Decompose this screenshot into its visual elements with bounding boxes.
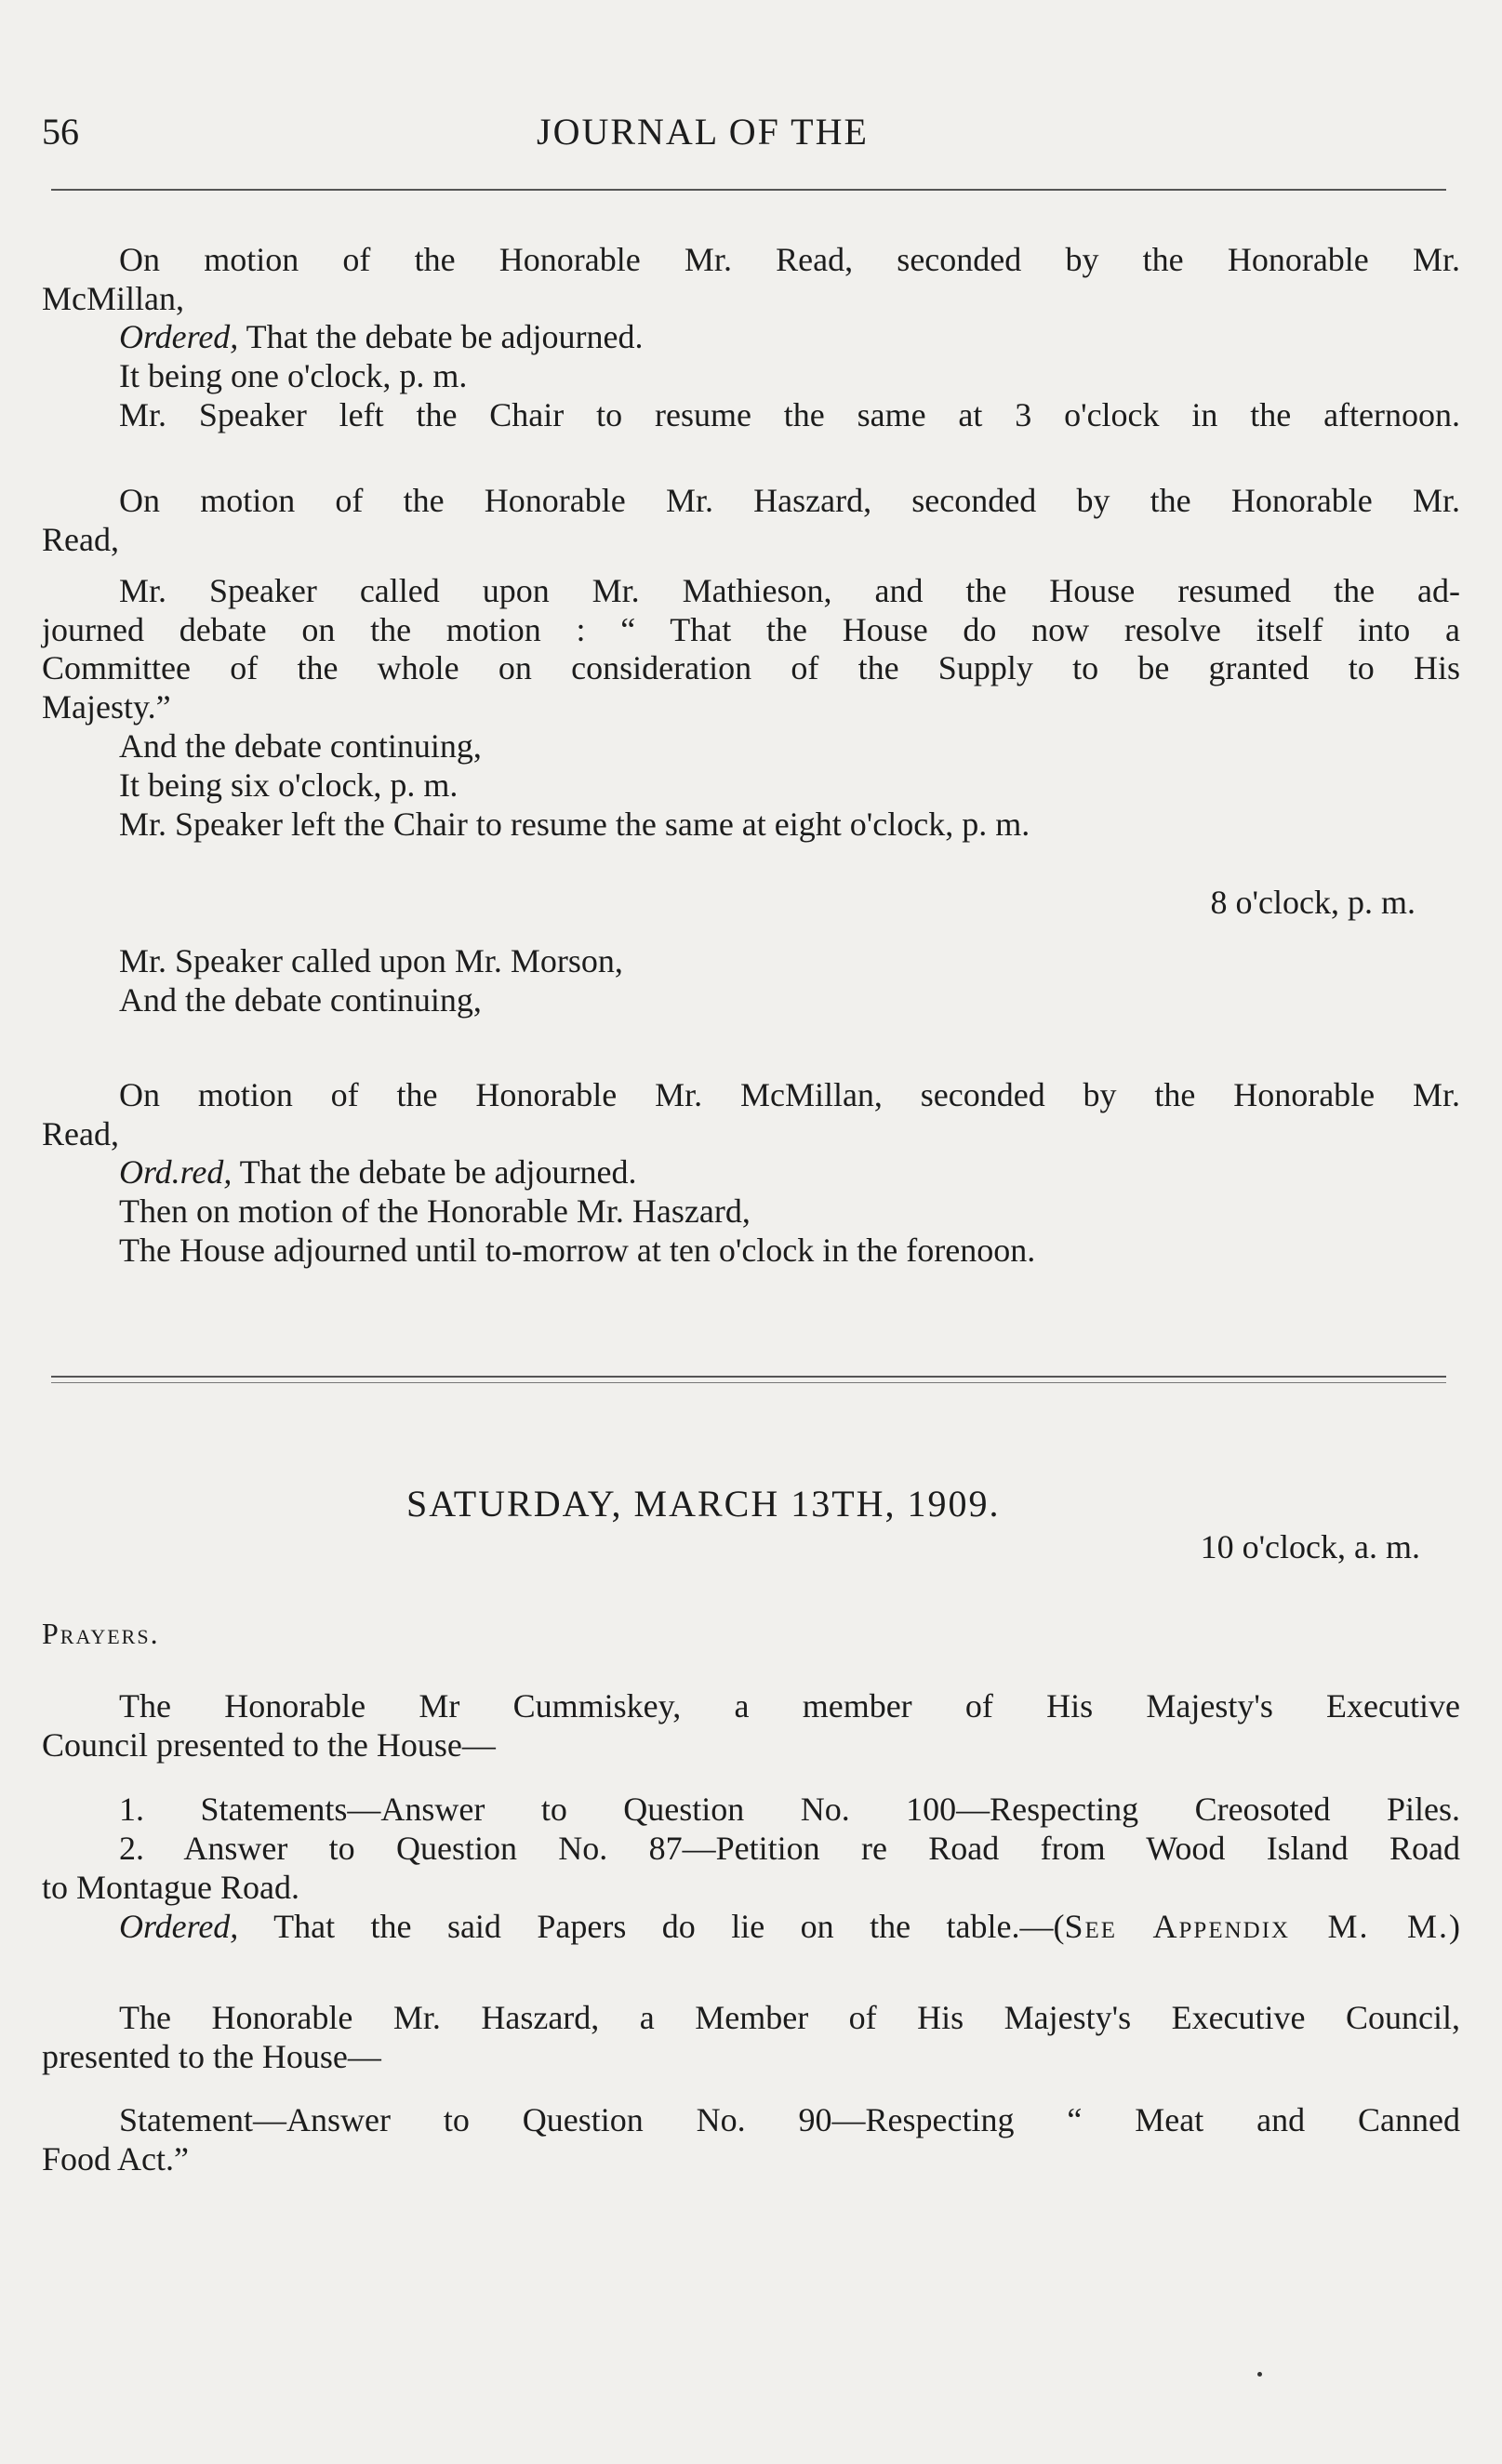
page-running-title: JOURNAL OF THE: [537, 111, 869, 153]
ordered-adjourned: [119, 317, 1460, 356]
ordered-label-2: Ord.red,: [119, 1153, 233, 1191]
mathieson-line-3: Committee of the whole on consideration of the Supply to be granted to His: [42, 649, 1460, 686]
ordered-text-3: That the said Papers do lie on the table.—(: [238, 1908, 1065, 1945]
haszard-presented-line-2: presented to the House—: [42, 2038, 381, 2075]
date-heading: SATURDAY, MARCH 13TH, 1909.: [406, 1483, 1001, 1525]
cummiskey-line-1: The Honorable Mr Cummiskey, a member of His Majesty's Executive: [119, 1687, 1460, 1725]
header-rule: [51, 189, 1446, 191]
session-time: 10 o'clock, a. m.: [1200, 1528, 1420, 1565]
morson-line: Mr. Speaker called upon Mr. Morson,: [119, 942, 623, 979]
motion-read-line-2: McMillan,: [42, 280, 184, 317]
motion-mcmillan-line-2: Read,: [42, 1115, 119, 1152]
mathieson-line-4: Majesty.”: [42, 688, 171, 726]
motion-haszard-line-2: Read,: [42, 521, 119, 558]
ordered-text-2: That the debate be adjourned.: [232, 1153, 637, 1191]
section-divider-top: [51, 1376, 1446, 1378]
ordered-adjourned-2: [119, 1152, 1460, 1192]
ordered-close: ): [1449, 1908, 1460, 1945]
section-divider-bottom: [51, 1382, 1446, 1383]
speaker-left-eight: Mr. Speaker left the Chair to resume the same at eight o'clock, p. m.: [119, 806, 1030, 843]
speaker-left-afternoon: Mr. Speaker left the Chair to resume the same at 3 o'clock in the afternoon.: [119, 396, 1460, 433]
ordered-label: Ordered,: [119, 318, 239, 355]
prayers-heading: Prayers.: [42, 1617, 160, 1650]
paper-item-2-line-1: 2. Answer to Question No. 87—Petition re Road from Wood Island Road: [119, 1830, 1460, 1867]
then-motion-line: Then on motion of the Honorable Mr. Haszard,: [119, 1192, 751, 1230]
ordered-lie-on-table: [119, 1907, 1460, 1946]
mathieson-line-2: journed debate on the motion : “ That the House do now resolve itself into a: [42, 611, 1460, 648]
six-oclock-line: It being six o'clock, p. m.: [119, 766, 459, 804]
mathieson-line-1: Mr. Speaker called upon Mr. Mathieson, and the House resumed the ad-: [119, 572, 1460, 609]
appendix-reference: See Appendix M. M.: [1064, 1908, 1449, 1945]
debate-continuing: And the debate continuing,: [119, 727, 482, 765]
statement-line-1: Statement—Answer to Question No. 90—Respecting “ Meat and Canned: [119, 2101, 1460, 2138]
motion-haszard-line-1: On motion of the Honorable Mr. Haszard, seconded by the Honorable Mr.: [119, 482, 1460, 519]
motion-mcmillan-line-1: On motion of the Honorable Mr. McMillan, seconded by the Honorable Mr.: [119, 1076, 1460, 1113]
statement-line-2: Food Act.”: [42, 2140, 189, 2178]
haszard-presented-line-1: The Honorable Mr. Haszard, a Member of His Majesty's Executive Council,: [119, 1999, 1460, 2036]
house-adjourned-line: The House adjourned until to-morrow at ten o'clock in the forenoon.: [119, 1232, 1036, 1269]
eight-oclock-heading: 8 o'clock, p. m.: [1210, 884, 1416, 921]
page-number: 56: [42, 111, 79, 153]
debate-continuing-2: And the debate continuing,: [119, 981, 482, 1019]
one-oclock-line: It being one o'clock, p. m.: [119, 357, 468, 394]
ordered-text: That the debate be adjourned.: [238, 318, 644, 355]
paper-item-1: 1. Statements—Answer to Question No. 100—Respecting Creosoted Piles.: [119, 1791, 1460, 1828]
motion-read-line-1: On motion of the Honorable Mr. Read, seconded by the Honorable Mr.: [119, 241, 1460, 278]
paper-item-2-line-2: to Montague Road.: [42, 1869, 299, 1906]
ink-spot: [1257, 2372, 1262, 2377]
cummiskey-line-2: Council presented to the House—: [42, 1726, 496, 1764]
ordered-label-3: Ordered,: [119, 1908, 239, 1945]
